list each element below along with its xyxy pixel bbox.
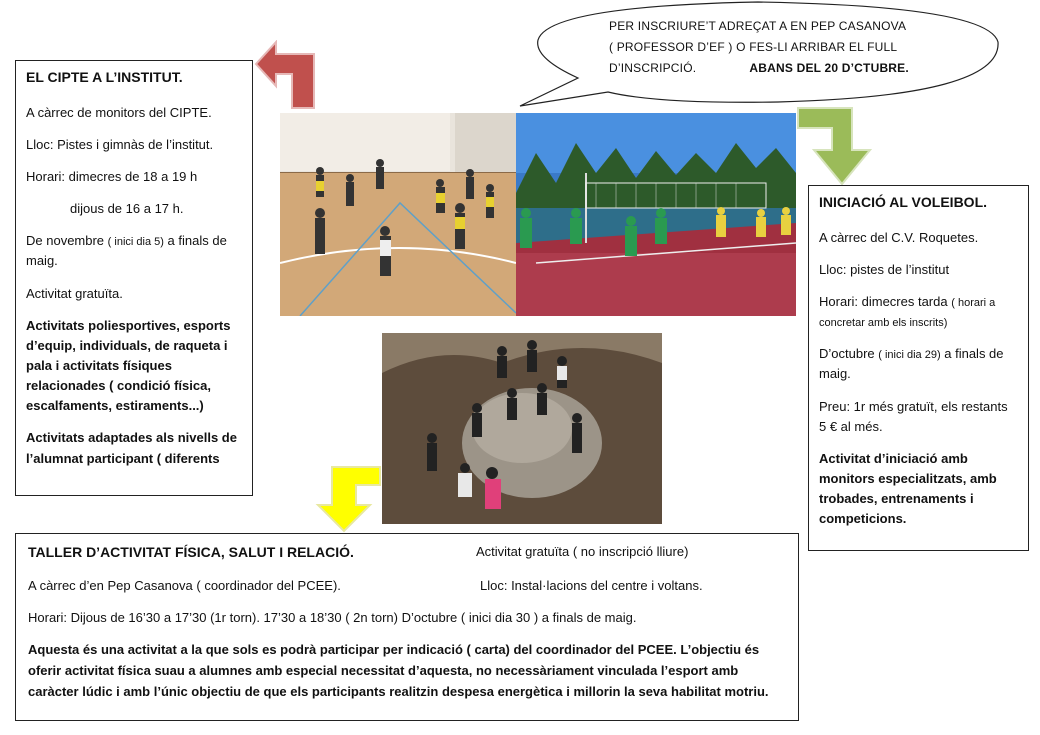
volleyball-period: D’octubre ( inici dia 29) a finals de maig. [819, 346, 1004, 382]
taller-period: D’octubre ( inici dia 30 ) a finals de maig. [401, 609, 637, 625]
volleyball-schedule: Horari: dimecres tarda ( horari a concretar amb els inscrits) [819, 293, 996, 330]
cipte-activities: Activitats poliesportives, esports d’equip, individuals, de raqueta i pala i activitats físiques relacionades ( condició física, escalfaments, estiraments...) [26, 317, 231, 414]
bubble-deadline: ABANS DEL 20 D’CTUBRE. [749, 61, 909, 75]
cipte-schedule-2: dijous de 16 a 17 h. [70, 201, 184, 217]
cipte-place: Lloc: Pistes i gimnàs de l’institut. [26, 136, 214, 152]
bubble-line-1: PER INSCRIURE’T ADREÇAT A EN PEP CASANOVA [609, 19, 907, 33]
cipte-schedule-1: Horari: dimecres de 18 a 19 h [26, 168, 198, 184]
bubble-text [609, 16, 949, 79]
taller-title: TALLER D’ACTIVITAT FÍSICA, SALUT I RELACIÓ. [28, 544, 354, 560]
green-bent-arrow-icon [796, 106, 874, 186]
bubble-line-3: D’INSCRIPCIÓ. ABANS DEL 20 D’CTUBRE. [609, 61, 909, 75]
cipte-charge: A càrrec de monitors del CIPTE. [26, 104, 212, 120]
volleyball-charge: A càrrec del C.V. Roquetes. [819, 229, 979, 245]
volleyball-price: Preu: 1r més gratuït, els restants 5 € al més. [819, 398, 1008, 434]
taller-place: Lloc: Instal·lacions del centre i voltans. [480, 577, 703, 593]
volleyball-photo [516, 113, 796, 316]
cipte-title: EL CIPTE A L’INSTITUT. [26, 69, 183, 85]
red-bent-arrow-icon [254, 40, 316, 110]
volleyball-place: Lloc: pistes de l’institut [819, 261, 950, 277]
taller-desc: Aquesta és una activitat a la que sols es podrà participar per indicació ( carta) del coordinador del PCEE. L’objectiu és oferir activitat física suau a alumnes amb especial necessitat d’aquesta, no necessàriament vinculada l’esport amb caràcter lúdic i amb l’únic objectiu de que els participants realitzin despesa energètica i millorin la seva habilitat motriu. [28, 641, 769, 699]
taller-box [15, 533, 799, 721]
taller-charge: A càrrec d’en Pep Casanova ( coordinador del PCEE). [28, 577, 341, 593]
gym-photo [280, 113, 516, 316]
cipte-period: De novembre ( inici dia 5) a finals de maig. [26, 233, 227, 269]
bubble-line-2: ( PROFESSOR D’EF ) O FES-LI ARRIBAR EL FULL [609, 40, 898, 54]
taller-schedule: Horari: Dijous de 16’30 a 17’30 (1r torn). 17’30 a 18’30 ( 2n torn) [28, 609, 398, 625]
yellow-bent-arrow-icon [314, 465, 382, 533]
volleyball-title: INICIACIÓ AL VOLEIBOL. [819, 194, 988, 210]
volleyball-box [808, 185, 1029, 551]
group-photo [382, 333, 662, 524]
volleyball-desc: Activitat d’iniciació amb monitors especialitzats, amb trobades, entrenaments i competicions. [819, 450, 997, 527]
cipte-adapted: Activitats adaptades als nivells de l’alumnat participant ( diferents [26, 430, 237, 466]
taller-free: Activitat gratuïta ( no inscripció lliure) [476, 544, 689, 559]
cipte-box [15, 60, 253, 496]
cipte-price: Activitat gratuïta. [26, 285, 123, 301]
taller-schedule-line [28, 608, 786, 628]
